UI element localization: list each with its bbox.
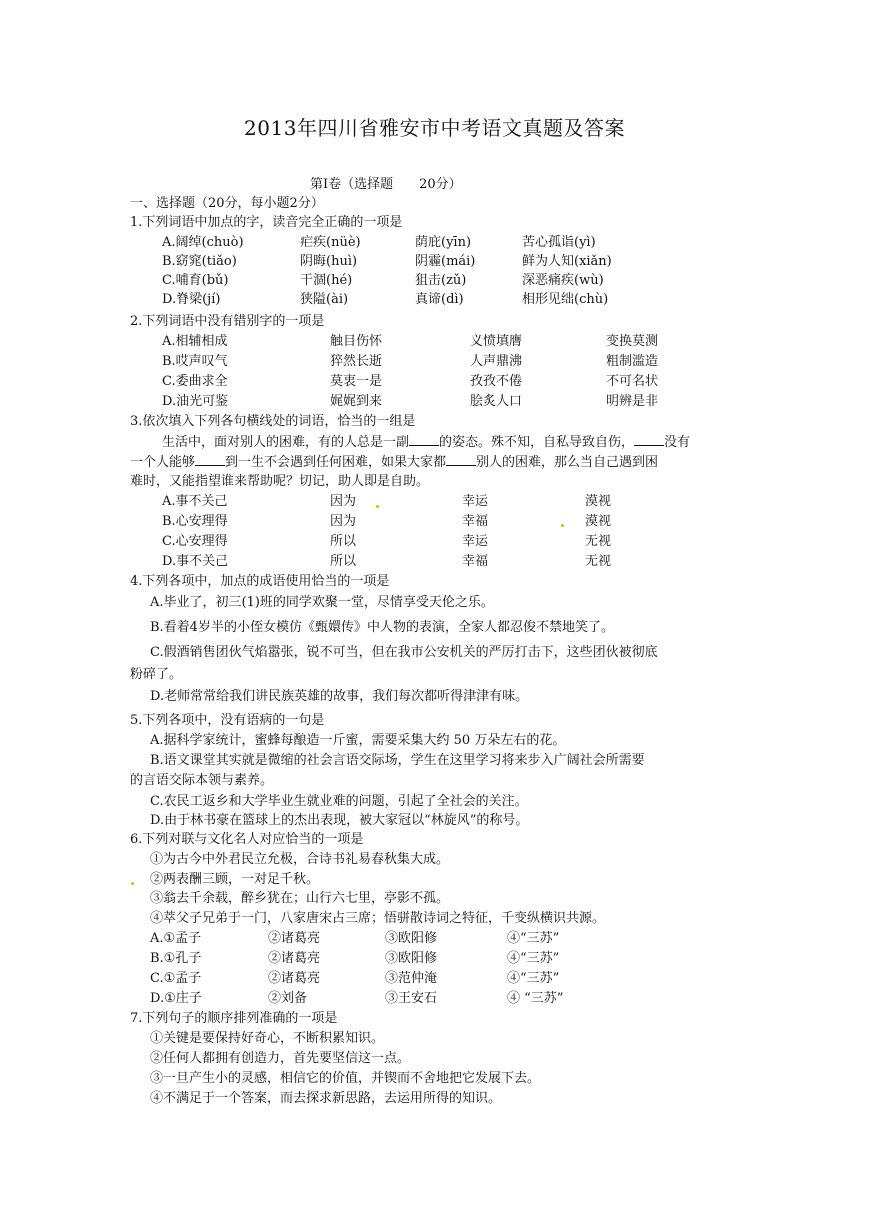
option-cell: 阴霾(mái): [415, 254, 476, 269]
option-cell: C.哺育(bǔ): [162, 273, 229, 288]
question-4-option-c: C.假酒销售团伙气焰嚣张，锐不可当，但在我市公安机关的严厉打击下，这些团伙被彻底: [150, 645, 658, 660]
question-3-passage-line-1: 生活中，面对别人的困难，有的人总是一副 的姿态。殊不知，自私导致自伤， 没有: [162, 435, 691, 450]
option-cell: ④“三苏”: [507, 971, 560, 986]
option-cell: 干涸(hé): [300, 273, 353, 288]
section-header: 第Ⅰ卷（选择题 20分）: [310, 177, 462, 192]
question-4-option-a: A.毕业了，初三(1)班的同学欢聚一堂，尽情享受天伦之乐。: [150, 595, 494, 610]
option-cell: 无视: [585, 554, 612, 569]
option-cell: ③欧阳修: [385, 931, 438, 946]
option-cell: D.脊梁(jí): [162, 292, 221, 307]
question-6-couplet-1: ①为古今中外君民立允极，合诗书礼易春秋集大成。: [150, 852, 450, 867]
option-cell: 脍炙人口: [470, 394, 523, 409]
option-cell: 娓娓到来: [330, 394, 383, 409]
option-cell: 因为: [330, 514, 357, 529]
option-cell: A.阔绰(chuò): [162, 235, 244, 250]
question-3-passage-line-3: 难时，又能指望谁来帮助呢？切记，助人即是自助。: [130, 474, 430, 489]
option-cell: 因为: [330, 494, 357, 509]
question-6-couplet-4: ④萃父子兄弟于一门，八家唐宋占三席；悟骈散诗词之特征，千变纵横识共源。: [150, 911, 606, 926]
question-4-stem: 4.下列各项中，加点的成语使用恰当的一项是: [130, 574, 390, 589]
option-cell: A.①孟子: [150, 931, 202, 946]
option-cell: 所以: [330, 554, 357, 569]
question-5-option-d: D.由于林书豪在篮球上的杰出表现，被大家冠以“林旋风”的称号。: [150, 813, 529, 828]
option-cell: 变换莫测: [606, 334, 659, 349]
option-cell: 阴晦(huì): [300, 254, 358, 269]
question-5-stem: 5.下列各项中，没有语病的一句是: [130, 713, 325, 728]
option-cell: 漠视: [585, 494, 612, 509]
option-cell: D.①庄子: [150, 991, 202, 1006]
option-cell: D.事不关己: [162, 554, 229, 569]
question-7-sentence-3: ③一旦产生小的灵感，相信它的价值，并锲而不舍地把它发展下去。: [150, 1071, 541, 1086]
option-cell: ②诸葛亮: [268, 951, 321, 966]
answer-blank: [634, 433, 664, 446]
question-4-option-b: B.看着4岁半的小侄女模仿《甄嬛传》中人物的表演，全家人都忍俊不禁地笑了。: [150, 620, 614, 635]
question-6-couplet-2: ②两表酬三顾，一对足千秋。: [150, 872, 320, 887]
option-cell: 相形见绌(chù): [522, 292, 609, 307]
option-cell: 深恶痛疾(wù): [522, 273, 604, 288]
option-cell: 疟疾(nüè): [300, 235, 361, 250]
answer-blank: [409, 433, 439, 446]
option-cell: C.心安理得: [162, 534, 228, 549]
option-cell: 苦心孤诣(yì): [522, 235, 596, 250]
option-cell: ③王安石: [385, 991, 438, 1006]
question-5-option-b-cont: 的言语交际本领与素养。: [130, 773, 274, 788]
stray-mark: [376, 505, 379, 508]
option-cell: 猝然长逝: [330, 354, 383, 369]
option-cell: ③欧阳修: [385, 951, 438, 966]
option-cell: ②诸葛亮: [268, 931, 321, 946]
part-one-header: 一、选择题（20分，每小题2分）: [130, 196, 324, 211]
option-cell: 人声鼎沸: [470, 354, 523, 369]
option-cell: 荫庇(yīn): [415, 235, 472, 250]
question-7-sentence-4: ④不满足于一个答案，而去探求新思路，去运用所得的知识。: [150, 1091, 502, 1106]
question-5-option-a: A.据科学家统计，蜜蜂每酿造一斤蜜，需要采集大约 50 万朵左右的花。: [150, 733, 566, 748]
option-cell: 鲜为人知(xiǎn): [522, 254, 612, 269]
option-cell: C.①孟子: [150, 971, 202, 986]
option-cell: D.油光可鉴: [162, 394, 229, 409]
question-4-option-d: D.老师常常给我们讲民族英雄的故事，我们每次都听得津津有味。: [150, 689, 529, 704]
option-cell: 明辨是非: [606, 394, 659, 409]
option-cell: B.哎声叹气: [162, 354, 228, 369]
question-2-stem: 2.下列词语中没有错别字的一项是: [130, 314, 325, 329]
question-4-option-c-cont: 粉碎了。: [130, 667, 183, 682]
stray-mark: [561, 524, 564, 527]
question-3-stem: 3.依次填入下列各句横线处的词语，恰当的一组是: [130, 414, 416, 429]
option-cell: 幸运: [462, 494, 489, 509]
question-6-stem: 6.下列对联与文化名人对应恰当的一项是: [130, 832, 364, 847]
option-cell: 无视: [585, 534, 612, 549]
option-cell: B.①孔子: [150, 951, 202, 966]
answer-blank: [446, 453, 476, 466]
answer-blank: [195, 453, 225, 466]
option-cell: ④“三苏”: [507, 931, 560, 946]
option-cell: 所以: [330, 534, 357, 549]
stray-mark: [131, 882, 134, 885]
option-cell: 幸福: [462, 554, 489, 569]
page-title: 2013年四川省雅安市中考语文真题及答案: [244, 116, 625, 140]
question-7-sentence-1: ①关键是要保持好奇心，不断积累知识。: [150, 1031, 385, 1046]
option-cell: ②诸葛亮: [268, 971, 321, 986]
option-cell: ②刘备: [268, 991, 308, 1006]
option-cell: C.委曲求全: [162, 374, 228, 389]
option-cell: ④ “三苏”: [507, 991, 564, 1006]
question-7-stem: 7.下列句子的顺序排列准确的一项是: [130, 1011, 338, 1026]
option-cell: 义愤填膺: [470, 334, 523, 349]
option-cell: 狭隘(ài): [300, 292, 349, 307]
option-cell: A.事不关己: [162, 494, 228, 509]
option-cell: 漠视: [585, 514, 612, 529]
option-cell: 莫衷一是: [330, 374, 383, 389]
question-3-passage-line-2: 一个人能够 到一生不会遇到任何困难，如果大家都 别人的困难，那么当自己遇到困: [130, 455, 659, 470]
question-5-option-b: B.语文课堂其实就是微缩的社会言语交际场，学生在这里学习将来步入广阔社会所需要: [150, 753, 645, 768]
option-cell: A.相辅相成: [162, 334, 228, 349]
option-cell: 狙击(zǔ): [415, 273, 467, 288]
option-cell: B.窈窕(tiǎo): [162, 254, 237, 269]
question-1-stem: 1.下列词语中加点的字，读音完全正确的一项是: [130, 215, 403, 230]
question-5-option-c: C.农民工返乡和大学毕业生就业难的问题，引起了全社会的关注。: [150, 794, 528, 809]
option-cell: B.心安理得: [162, 514, 228, 529]
option-cell: 不可名状: [606, 374, 659, 389]
option-cell: 幸运: [462, 534, 489, 549]
option-cell: 触目伤怀: [330, 334, 383, 349]
option-cell: 幸福: [462, 514, 489, 529]
question-6-couplet-3: ③翁去千余载，醉乡犹在；山行六七里，亭影不孤。: [150, 891, 450, 906]
question-7-sentence-2: ②任何人都拥有创造力，首先要坚信这一点。: [150, 1051, 411, 1066]
option-cell: ④“三苏”: [507, 951, 560, 966]
option-cell: 孜孜不倦: [470, 374, 523, 389]
option-cell: 真谛(dì): [415, 292, 464, 307]
option-cell: ③范仲淹: [385, 971, 438, 986]
option-cell: 粗制滥造: [606, 354, 659, 369]
